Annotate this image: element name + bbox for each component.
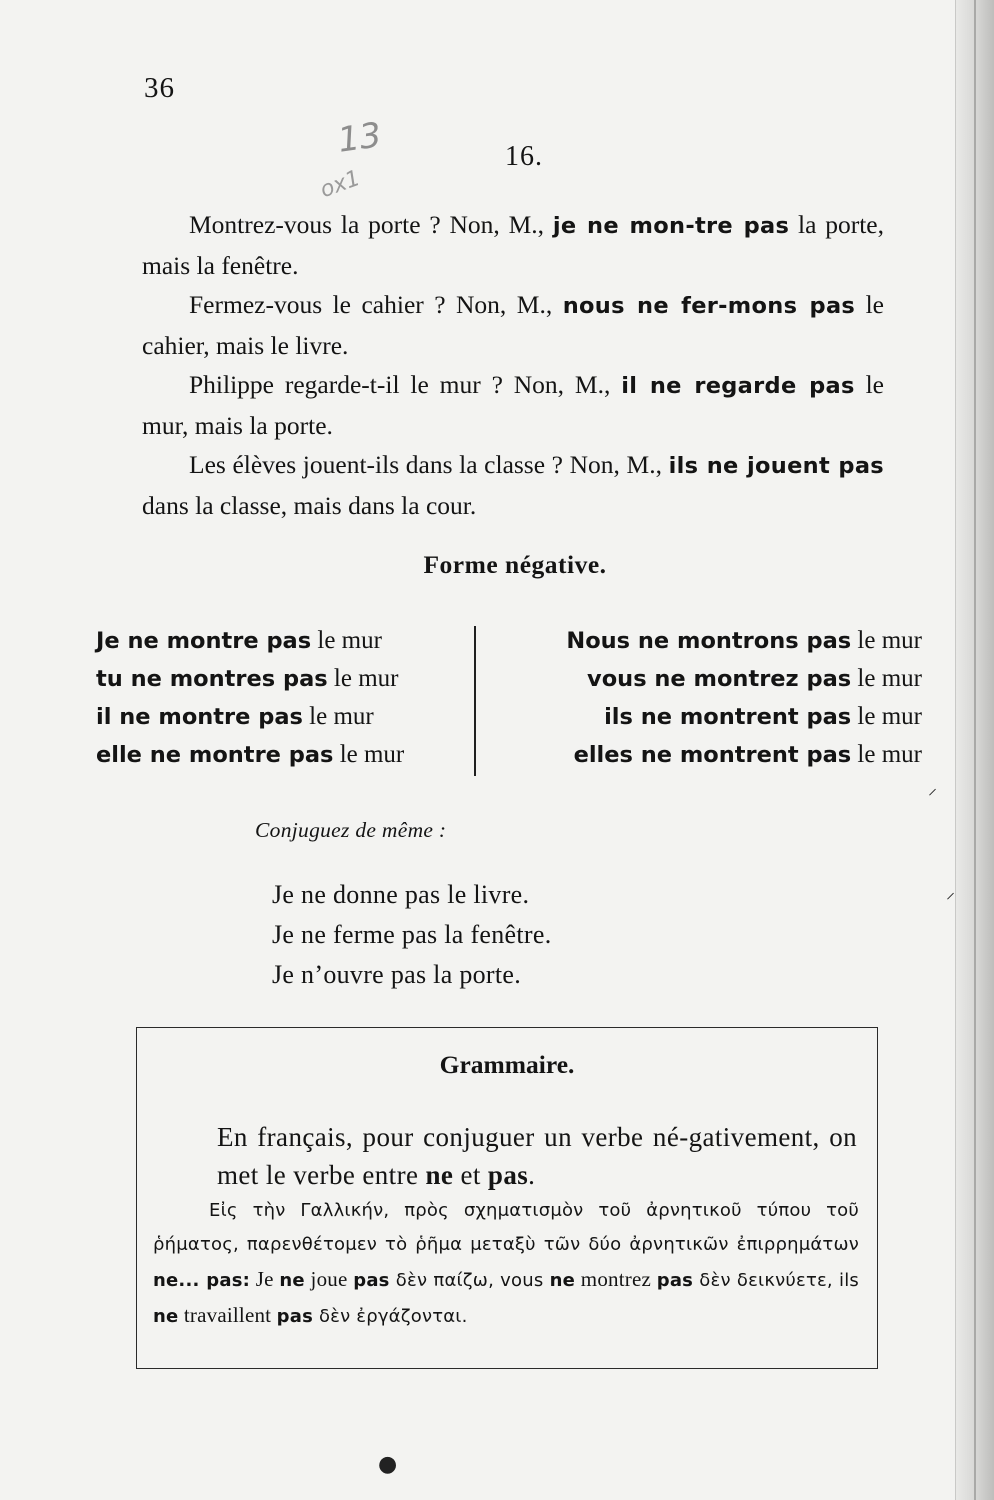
page-number: 36 (144, 72, 175, 104)
conjugation-row: elles ne montrent pas le mur (573, 741, 922, 768)
grammar-title: Grammaire. (439, 1050, 575, 1079)
exercise-line: Je ne donne pas le livre. (272, 880, 530, 909)
dialogue-item: Les élèves jouent-ils dans la classe ? Non, M., ils ne jouent pas dans la classe, mais dans la cour. (142, 450, 884, 520)
grammar-greek-rule: Εἰς τὴν Γαλλικήν, πρὸς σχηματισμὸν τοῦ ἀρνητικοῦ τύπου τοῦ ῥήματος, παρενθέτομεν τὸ ῥῆμα μεταξὺ τῶν δύο ἀρνητικῶν ἐπιρρημάτων ne... pas: Je ne joue pas δὲν παίζω, vous ne montrez pas δὲν δεικνύετε, ils ne travaillent pas δὲν ἐργάζονται. (153, 1200, 860, 1327)
conjugation-table (96, 622, 926, 774)
negative-answer: nous ne fer-mons pas (562, 293, 856, 319)
conjugation-row: tu ne montres pas le mur (96, 665, 399, 692)
conjugation-row: vous ne montrez pas le mur (587, 665, 922, 692)
grammar-box (136, 1027, 878, 1369)
dialogue-item: Philippe regarde-t-il le mur ? Non, M., il ne regarde pas le mur, mais la porte. (142, 370, 884, 440)
exercise-lines (272, 875, 552, 995)
exercise-line: Je ne ferme pas la fenêtre. (272, 920, 552, 949)
dialogue-item: Fermez-vous le cahier ? Non, M., nous ne fer-mons pas le cahier, mais le livre. (142, 290, 884, 360)
conjugation-row: il ne montre pas le mur (96, 703, 374, 730)
dialogue-item: Montrez-vous la porte ? Non, M., je ne mon-tre pas la porte, mais la fenêtre. (142, 210, 884, 280)
grammar-french-rule: En français, pour conjuguer un verbe né-gativement, on met le verbe entre ne et pas. (217, 1122, 857, 1190)
conjugation-row: Nous ne montrons pas le mur (566, 627, 922, 654)
pencil-annotation-ox: ox1 (316, 165, 364, 204)
margin-tick-mark: ⸝ (928, 778, 937, 799)
section-number: 16. (505, 141, 543, 172)
exercise-line: Je n’ouvre pas la porte. (272, 960, 522, 989)
dialogue-text (142, 205, 884, 525)
negative-answer: il ne regarde pas (621, 373, 855, 399)
negative-answer: ils ne jouent pas (668, 453, 884, 479)
conjugation-singular-column (96, 622, 466, 774)
ink-blot-mark: ● (378, 1452, 398, 1477)
conjugation-row: ils ne montrent pas le mur (604, 703, 922, 730)
exercise-label: Conjuguez de même : (255, 818, 447, 842)
conjugation-row: Je ne montre pas le mur (96, 627, 382, 654)
conjugation-row: elle ne montre pas le mur (96, 741, 405, 768)
margin-tick-mark: ⸝ (946, 882, 955, 903)
column-divider (474, 626, 476, 776)
pencil-annotation-13: 13 (335, 115, 384, 161)
page-edge-shadow (955, 0, 994, 1500)
conjugation-plural-column (486, 622, 922, 774)
forme-negative-heading: Forme négative. (423, 550, 607, 579)
negative-answer: je ne mon-tre pas (552, 213, 790, 239)
